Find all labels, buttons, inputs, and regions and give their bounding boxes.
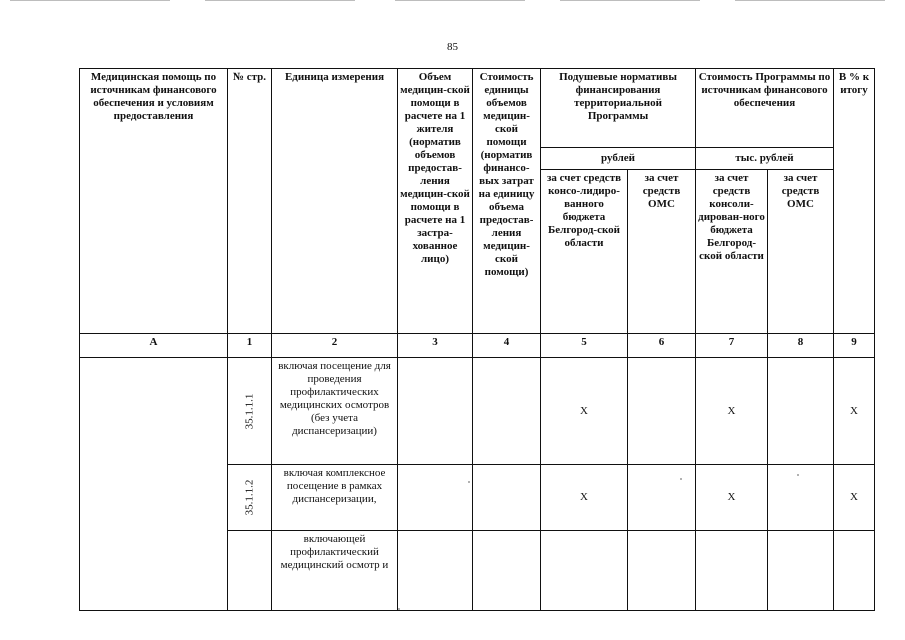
header-unit-rubles: рублей	[541, 148, 696, 170]
volume-cell	[398, 531, 473, 611]
header-row	[80, 69, 875, 148]
row-group-label-cell	[80, 358, 228, 611]
header-col-8: за счет средств ОМС	[768, 170, 834, 334]
index-cell: 5	[541, 334, 628, 358]
header-col-2: Единица измерения	[272, 69, 398, 334]
page-number: 85	[447, 41, 458, 53]
scan-speck	[468, 481, 470, 483]
index-cell: 8	[768, 334, 834, 358]
scan-edge-line	[735, 0, 885, 1]
index-cell: 6	[628, 334, 696, 358]
line-number: 35.1.1.2	[243, 479, 255, 516]
scan-edge-line	[560, 0, 700, 1]
budget-cost-cell	[696, 531, 768, 611]
header-col-7: за счет средств консоли-дирован-ного бюджета Белгород-ской области	[696, 170, 768, 334]
volume-cell	[398, 465, 473, 531]
unit-cost-cell	[473, 465, 541, 531]
index-cell: 9	[834, 334, 875, 358]
oms-cost-cell	[768, 465, 834, 531]
scan-speck	[680, 478, 682, 480]
header-col-3: Объем медицин-ской помощи в расчете на 1 жителя (норматив объемов предостав-ления медицин-ской помощи в расчете на 1 застра-хованное лицо)	[398, 69, 473, 334]
header-group-per-capita: Подушевые нормативы финансирования территориальной Программы	[541, 69, 696, 148]
column-index-row	[80, 334, 875, 358]
header-col-9: В % к итогу	[834, 69, 875, 334]
header-group-program-cost: Стоимость Программы по источникам финансового обеспечения	[696, 69, 834, 148]
line-number-cell	[228, 465, 272, 531]
index-cell: 2	[272, 334, 398, 358]
budget-per-capita-cell: Х	[541, 465, 628, 531]
volume-cell	[398, 358, 473, 465]
percent-cell	[834, 531, 875, 611]
index-cell: А	[80, 334, 228, 358]
index-cell: 3	[398, 334, 473, 358]
budget-per-capita-cell	[541, 531, 628, 611]
header-unit-thousand-rubles: тыс. рублей	[696, 148, 834, 170]
line-number-cell	[228, 531, 272, 611]
scan-edge-line	[395, 0, 525, 1]
header-col-6: за счет средств ОМС	[628, 170, 696, 334]
oms-per-capita-cell	[628, 465, 696, 531]
program-cost-table	[79, 68, 875, 611]
budget-cost-cell: Х	[696, 358, 768, 465]
index-cell: 7	[696, 334, 768, 358]
header-col-1: № стр.	[228, 69, 272, 334]
scan-speck	[398, 608, 400, 610]
unit-cell: включающей профилактический медицинский осмотр и	[272, 531, 398, 611]
budget-per-capita-cell: Х	[541, 358, 628, 465]
percent-cell: Х	[834, 465, 875, 531]
index-cell: 4	[473, 334, 541, 358]
unit-cell: включая посещение для проведения профилактических медицинских осмотров (без учета диспансеризации)	[272, 358, 398, 465]
header-col-5: за счет средств консо-лидиро-ванного бюджета Белгород-ской области	[541, 170, 628, 334]
line-number-cell	[228, 358, 272, 465]
scan-edge-line	[205, 0, 355, 1]
oms-cost-cell	[768, 358, 834, 465]
unit-cost-cell	[473, 358, 541, 465]
header-col-4: Стоимость единицы объемов медицин-ской помощи (норматив финансо-вых затрат на единицу объема предостав-ления медицин-ской помощи)	[473, 69, 541, 334]
index-cell: 1	[228, 334, 272, 358]
scan-edge-line	[10, 0, 170, 1]
oms-cost-cell	[768, 531, 834, 611]
percent-cell: Х	[834, 358, 875, 465]
scan-speck	[797, 474, 799, 476]
table-row	[80, 358, 875, 465]
header-col-a: Медицинская помощь по источникам финансового обеспечения и условиям предоставления	[80, 69, 228, 334]
unit-cost-cell	[473, 531, 541, 611]
unit-cell: включая комплексное посещение в рамках диспансеризации,	[272, 465, 398, 531]
budget-cost-cell: Х	[696, 465, 768, 531]
oms-per-capita-cell	[628, 358, 696, 465]
line-number: 35.1.1.1	[243, 393, 255, 429]
oms-per-capita-cell	[628, 531, 696, 611]
